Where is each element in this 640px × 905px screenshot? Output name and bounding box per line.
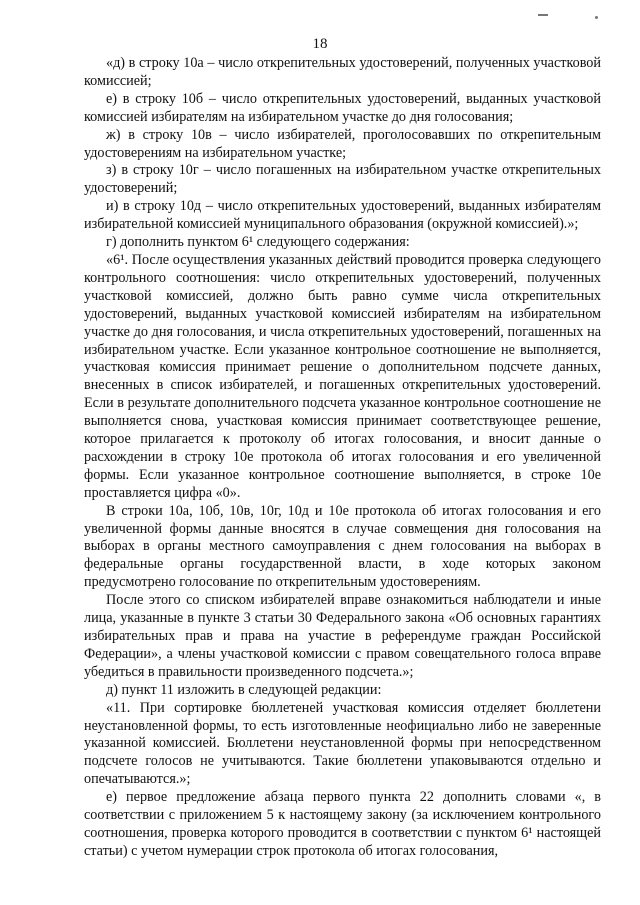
paragraph: В строки 10а, 10б, 10в, 10г, 10д и 10е протокола об итогах голосования и его увеличенной формы данные вносятся в случае совмещения дня голосования на выборах в органы местного самоуправления с днем голосования на выборах в федеральные органы государственной власти, в ходе которых законом предусмотрено голосование по открепительным удостоверениям. [84, 502, 601, 591]
paragraph: е) первое предложение абзаца первого пункта 22 дополнить словами «, в соответствии с приложением 5 к настоящему закону (за исключением контрольного соотношения, проверка которого проводится в соответствии с пунктом 6¹ настоящей статьи) с учетом нумерации строк протокола об итогах голосования, [84, 789, 601, 859]
paragraph: «6¹. После осуществления указанных действий проводится проверка следующего контрольного соотношения: число открепительных удостоверений, полученных участковой комиссией, должно быть равно сумме числа открепительных удостоверений, выданных участковой комиссией избирателям на избирательном участке до дня голосования, и числа открепительных удостоверений, погашенных на избирательном участке. Если указанное контрольное соотношение не выполняется, участковая комиссия принимает решение о дополнительном подсчете данных, внесенных в список избирателей, и погашенных открепительных удостоверений. Если в результате дополнительного подсчета указанное контрольное соотношение не выполняется снова, участковая комиссия принимает соответствующее решение, которое прилагается к протоколу об итогах голосования, и вносит данные о расхождении в строку 10е протокола об итогах голосования и его увеличенной формы. Если указанное контрольное соотношение выполняется, в строке 10е проставляется цифра «0». [84, 251, 601, 501]
paragraph: д) пункт 11 изложить в следующей редакции: [106, 681, 382, 698]
paragraph: з) в строку 10г – число погашенных на избирательном участке открепительных удостоверений; [84, 162, 601, 197]
paragraph: «д) в строку 10а – число открепительных удостоверений, полученных участковой комиссией; [84, 55, 601, 89]
document-body [84, 55, 601, 861]
page-number: 18 [312, 36, 328, 52]
scan-mark [595, 16, 598, 19]
paragraph: и) в строку 10д – число открепительных удостоверений, выданных избирателям избирательной комиссией муниципального образования (окружной комиссией).»; [84, 198, 601, 233]
paragraph: ж) в строку 10в – число избирателей, проголосовавших по открепительным удостоверениям на избирательном участке; [84, 126, 601, 161]
paragraph: После этого со списком избирателей вправе ознакомиться наблюдатели и иные лица, указанные в пункте 3 статьи 30 Федерального закона «Об основных гарантиях избирательных прав и права на участие в референдуме граждан Российской Федерации», а члены участковой комиссии с правом совещательного голоса вправе убедиться в правильности произведенного подсчета.»; [84, 592, 601, 680]
paragraph: е) в строку 10б – число открепительных удостоверений, выданных участковой комиссией избирателям на избирательном участке до дня голосования; [84, 90, 601, 125]
paragraph: «11. При сортировке бюллетеней участковая комиссия отделяет бюллетени неустановленной формы, то есть изготовленные неофициально либо не заверенные указанной комиссией. Бюллетени неустановленной формы при непосредственном подсчете голосов не учитываются. Такие бюллетени упаковываются отдельно и опечатываются.»; [84, 699, 601, 788]
scan-mark [538, 14, 548, 16]
paragraph: г) дополнить пунктом 6¹ следующего содержания: [106, 234, 410, 251]
